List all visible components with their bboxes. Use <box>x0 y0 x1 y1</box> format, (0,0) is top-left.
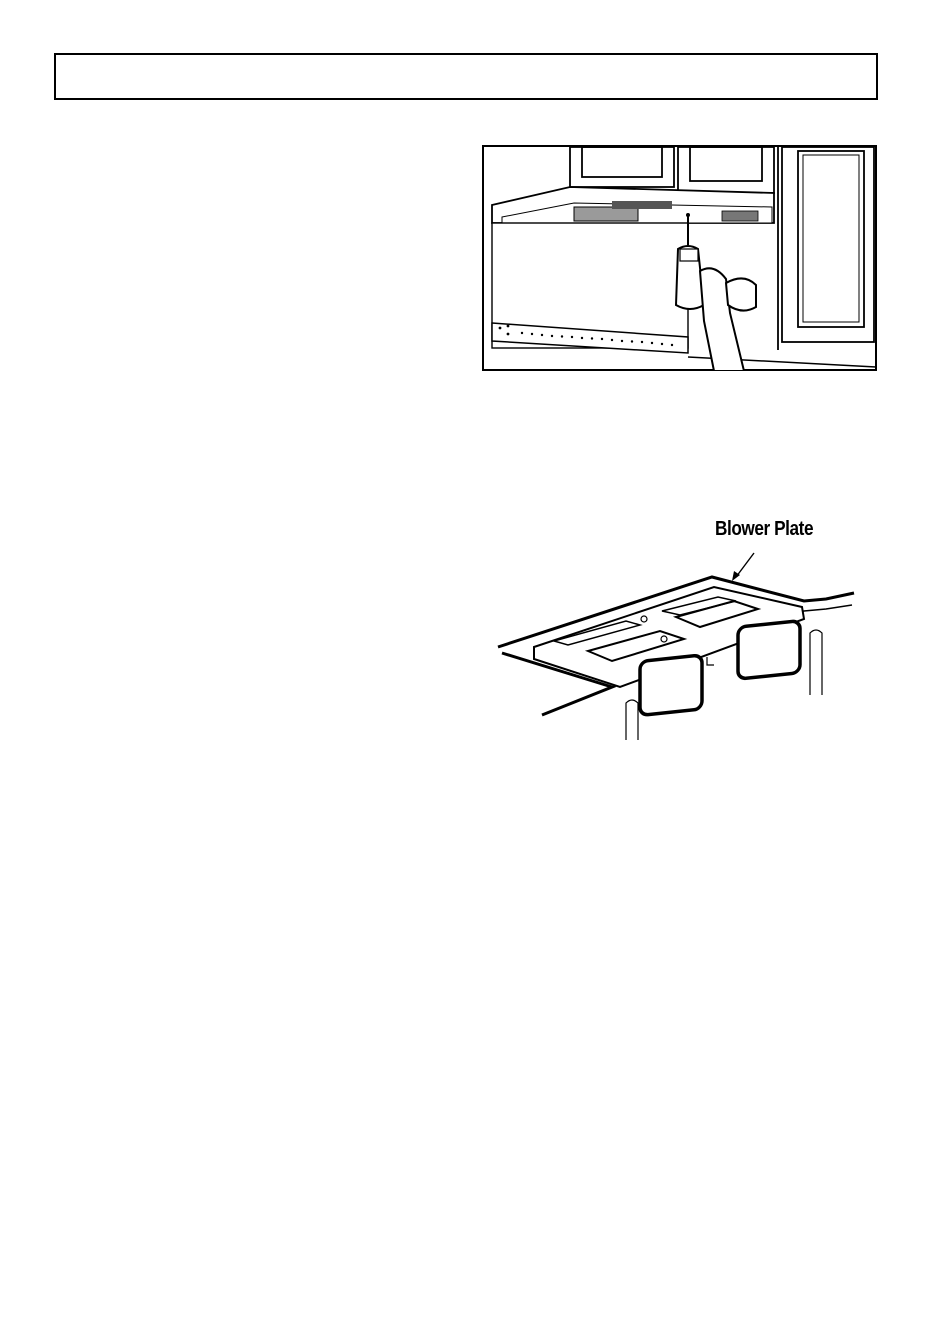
installation-figure <box>482 145 877 371</box>
blower-plate-figure <box>492 515 862 740</box>
drill-cabinet-illustration-icon <box>482 145 877 371</box>
blower-plate-illustration-icon <box>492 515 862 740</box>
section-header-box <box>54 53 878 100</box>
blower-plate-label: Blower Plate <box>715 518 814 540</box>
